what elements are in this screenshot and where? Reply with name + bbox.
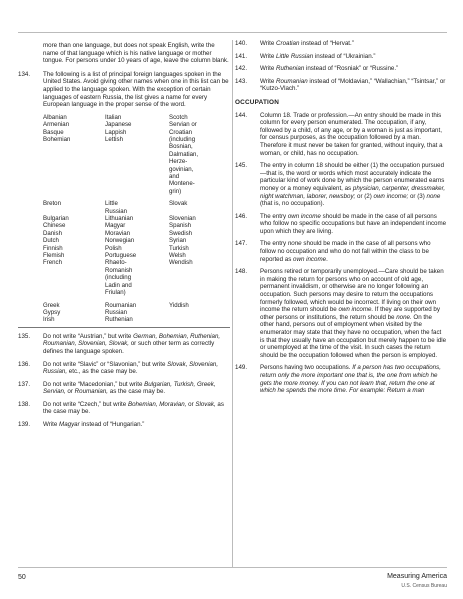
language-cell: Ladin and xyxy=(105,281,132,289)
language-cell: Armenian xyxy=(43,121,70,129)
language-cell xyxy=(105,166,169,173)
paragraph-text: Persons retired or temporarily unemployed.—Care should be taken in making the return for persons who on account of old age, permanent invalidism, or otherwise are no longer following an occupation. Such persons may desire to return the occupations formerly followed, which would be incorrect. If living on their own income the return should be own income. If they are supported by other persons or institutions, the return should be none. On the other hand, persons out of employment when visited by the enumerator may state that they have no occupation, when the fact is that they usually have an occupation but merely happen to be idle or unemployed at the time of the visit. In such cases the return should be the occupation followed when the person is employed. xyxy=(260,268,447,359)
language-cell: Slovak xyxy=(169,200,188,208)
language-cell: Turkish xyxy=(169,244,189,252)
language-cell: Russian xyxy=(105,308,128,316)
paragraph-number: 140. xyxy=(235,40,248,47)
language-row xyxy=(43,267,230,274)
language-cell: Magyar xyxy=(105,222,126,230)
language-cell: Friulan) xyxy=(105,289,126,297)
language-row xyxy=(43,180,230,187)
language-row xyxy=(43,129,230,136)
language-cell xyxy=(169,289,230,296)
language-cell: (including xyxy=(169,135,196,143)
paragraph-number: 149. xyxy=(235,364,248,372)
paragraph-text: Do not write “Austrian,” but write German, Bohemian, Ruthenian, Roumanian, Slovenian, Slovak, or such other term as correctly defines the language spoken. xyxy=(43,332,221,355)
publication-title: Measuring America xyxy=(387,573,447,580)
language-cell: govinian, xyxy=(169,165,194,173)
paragraph-148 xyxy=(235,268,447,359)
language-cell: French xyxy=(43,259,62,267)
paragraph-number: 141. xyxy=(235,52,248,60)
language-cell xyxy=(105,188,169,195)
paragraph-143 xyxy=(235,78,447,93)
language-cell: Norwegian xyxy=(105,237,135,245)
paragraph-147 xyxy=(235,240,447,263)
paragraph-138 xyxy=(18,401,230,416)
language-cell xyxy=(43,289,105,296)
paragraph-number: 144. xyxy=(235,111,248,119)
language-cell: and xyxy=(169,173,180,180)
language-cell xyxy=(105,173,169,180)
language-cell: Romanish xyxy=(105,266,133,274)
intro-paragraph: more than one language, but does not speak English, write the name of that language which is his native language or mother tongue. For persons under 10 years of age, leave the column blank. xyxy=(43,42,229,65)
paragraph-number: 135. xyxy=(18,332,31,340)
paragraph-number: 137. xyxy=(18,380,31,388)
language-cell xyxy=(169,316,230,323)
language-row xyxy=(43,230,230,237)
paragraph-text: The following is a list of principal foreign languages spoken in the United States. Avoid giving other names when one in this list can be applied to the language spoken. With the exception of certain languages of eastern Russia, the list gives a name for every European language in the proper sense of the word. xyxy=(43,70,229,109)
language-cell: Basque xyxy=(43,128,64,136)
paragraph-text: The entry none should be made in the case of all persons who follow no occupation and who do not fall within the class to be reported as own income. xyxy=(260,240,431,263)
language-row xyxy=(43,114,230,121)
language-list xyxy=(18,114,230,324)
paragraph-number: 134. xyxy=(18,70,31,78)
language-row xyxy=(43,302,230,309)
paragraph-number: 147. xyxy=(235,240,248,248)
language-cell: Lithuanian xyxy=(105,215,134,223)
language-row xyxy=(43,143,230,150)
paragraph-137 xyxy=(18,381,230,396)
language-cell: Flemish xyxy=(43,252,65,260)
paragraph-number: 146. xyxy=(235,212,248,220)
language-cell: Roumanian xyxy=(105,301,137,309)
paragraph-text: Write Croatian instead of “Hervat.” xyxy=(260,40,354,47)
language-cell: Syrian xyxy=(169,237,187,245)
language-cell: Yiddish xyxy=(169,301,189,309)
paragraph-number: 143. xyxy=(235,77,248,85)
paragraph-142 xyxy=(235,65,447,73)
language-cell: Finnish xyxy=(43,244,63,252)
language-cell: Dalmatian, xyxy=(169,150,199,158)
language-cell: Rhaeto- xyxy=(105,259,127,267)
language-cell xyxy=(169,309,230,316)
language-cell: Herze- xyxy=(169,158,188,166)
language-row xyxy=(43,309,230,316)
language-cell xyxy=(169,208,230,215)
language-row xyxy=(43,259,230,266)
language-cell: Ruthenian xyxy=(105,316,133,324)
language-cell: Slovenian xyxy=(169,215,196,223)
language-row xyxy=(43,188,230,195)
language-cell: Italian xyxy=(105,113,122,121)
language-cell xyxy=(43,208,105,215)
paragraph-144 xyxy=(235,112,447,158)
paragraph-145 xyxy=(235,162,447,208)
paragraph-text: Write Magyar instead of “Hungarian.” xyxy=(43,421,145,429)
language-row xyxy=(43,245,230,252)
paragraph-number: 136. xyxy=(18,360,31,368)
language-cell: Russian xyxy=(105,207,128,215)
language-row xyxy=(43,208,230,215)
language-cell: Portuguese xyxy=(105,252,137,260)
language-cell: Polish xyxy=(105,244,122,252)
paragraph-text: Column 18. Trade or profession.—An entry should be made in this column for every person enumerated. The occupation, if any, followed by a child, of any age, or by a woman is just as important, for census purposes, as the occupation followed by a man. Therefore it must never be taken for granted, without inquiry, that a woman, or child, has no occupation. xyxy=(260,111,443,157)
language-row xyxy=(43,222,230,229)
language-cell: Montene- xyxy=(169,180,195,188)
language-row xyxy=(43,200,230,207)
publisher-name: U.S. Census Bureau xyxy=(401,583,447,589)
paragraph-number: 145. xyxy=(235,162,248,170)
section-heading: OCCUPATION xyxy=(235,98,280,106)
language-cell xyxy=(105,143,169,150)
paragraph-text: Write Ruthenian instead of “Rosniak” or “Russine.” xyxy=(260,65,399,73)
language-cell: Swedish xyxy=(169,229,193,237)
right-column xyxy=(235,40,447,400)
language-cell: Croatian xyxy=(169,128,193,136)
language-cell xyxy=(43,282,105,289)
language-cell xyxy=(105,151,169,158)
language-row xyxy=(43,151,230,158)
paragraph-135 xyxy=(18,333,230,356)
paragraph-text: Write Roumanian instead of “Moldavian,” “Wallachian,” “Tsintsar,” or “Kutzo-Vlach.” xyxy=(260,77,446,93)
language-row xyxy=(43,136,230,143)
paragraph-text: Write Little Russian instead of “Ukrainian.” xyxy=(260,52,376,60)
language-cell: Servian or xyxy=(169,121,197,129)
language-cell xyxy=(43,143,105,150)
language-cell xyxy=(43,180,105,187)
paragraph-text: The entry own income should be made in the case of all persons who follow no specific occupations but have an independent income upon which they are living. xyxy=(260,212,447,235)
language-row xyxy=(43,158,230,165)
paragraph-number: 148. xyxy=(235,268,248,276)
paragraph-number: 138. xyxy=(18,400,31,408)
paragraph-141 xyxy=(235,53,447,61)
paragraph-text: The entry in column 18 should be either (1) the occupation pursued—that is, the word or words which most accurately indicate the particular kind of work done by which the person enumerated earns money or a money equivalent, as physician, carpenter, dressmaker, night watchman, laborer, newsboy; or (2) own income; or (3) none (that is, no occupation). xyxy=(260,162,446,208)
left-column xyxy=(18,42,230,434)
language-cell: Scotch xyxy=(169,113,188,121)
language-cell: Lettish xyxy=(105,135,123,143)
language-row xyxy=(43,289,230,296)
language-cell: Breton xyxy=(43,200,61,208)
language-cell: Chinese xyxy=(43,222,66,230)
paragraph-number: 139. xyxy=(18,421,31,429)
language-cell xyxy=(169,267,230,274)
paragraph-146 xyxy=(235,213,447,236)
language-cell: grin) xyxy=(169,187,182,195)
paragraph-134 xyxy=(18,71,230,109)
paragraph-text: Do not write “Slavic” or “Slavonian,” but write Slovak, Slovenian, Russian, etc., as the case may be. xyxy=(43,360,219,376)
language-cell: Moravian xyxy=(105,229,131,237)
language-cell xyxy=(43,173,105,180)
language-cell: Lappish xyxy=(105,128,127,136)
paragraph-139 xyxy=(18,421,230,429)
language-cell: Spanish xyxy=(169,222,192,230)
language-cell xyxy=(105,180,169,187)
language-cell xyxy=(43,158,105,165)
paragraph-149 xyxy=(235,364,447,394)
language-row xyxy=(43,215,230,222)
language-cell xyxy=(43,267,105,274)
paragraph-140 xyxy=(235,40,447,48)
language-row xyxy=(43,237,230,244)
paragraph-number: 142. xyxy=(235,65,248,73)
language-cell: Welsh xyxy=(169,252,186,260)
language-cell: (including xyxy=(105,274,132,282)
language-row xyxy=(43,121,230,128)
language-row xyxy=(43,316,230,323)
language-cell: Greek xyxy=(43,301,60,309)
language-cell: Bohemian xyxy=(43,135,71,143)
footer-rule xyxy=(18,567,447,568)
language-row xyxy=(43,173,230,180)
language-cell: Wendish xyxy=(169,259,193,267)
language-cell xyxy=(169,282,230,289)
list-end-rule xyxy=(18,327,230,328)
language-cell: Bulgarian xyxy=(43,215,69,223)
language-row xyxy=(43,166,230,173)
top-rule xyxy=(18,32,447,33)
paragraph-136 xyxy=(18,361,230,376)
language-cell xyxy=(169,274,230,281)
language-cell: Japanese xyxy=(105,121,132,129)
language-cell: Albanian xyxy=(43,113,67,121)
language-cell xyxy=(43,274,105,281)
paragraph-text: Do not write “Czech,” but write Bohemian, Moravian, or Slovak, as the case may be. xyxy=(43,400,224,416)
language-cell xyxy=(43,166,105,173)
column-divider xyxy=(232,40,233,568)
language-cell: Bosnian, xyxy=(169,143,193,151)
language-row xyxy=(43,282,230,289)
language-cell xyxy=(43,188,105,195)
language-cell: Gypsy xyxy=(43,308,61,316)
language-cell: Danish xyxy=(43,229,62,237)
language-cell: Dutch xyxy=(43,237,59,245)
language-row xyxy=(43,274,230,281)
language-cell xyxy=(43,151,105,158)
paragraph-text: Do not write “Macedonian,” but write Bulgarian, Turkish, Greek, Servian, or Roumanian, as the case may be. xyxy=(43,380,216,396)
language-cell xyxy=(105,158,169,165)
page-number: 50 xyxy=(18,574,26,581)
language-cell: Irish xyxy=(43,316,55,324)
paragraph-text: Persons having two occupations. If a person has two occupations, return only the more important one that is, the one from which he gets the more money. If you can not learn that, return the one at which he spends the more time. For example: Return a man xyxy=(260,364,441,395)
language-row xyxy=(43,252,230,259)
language-cell: Little xyxy=(105,200,118,208)
